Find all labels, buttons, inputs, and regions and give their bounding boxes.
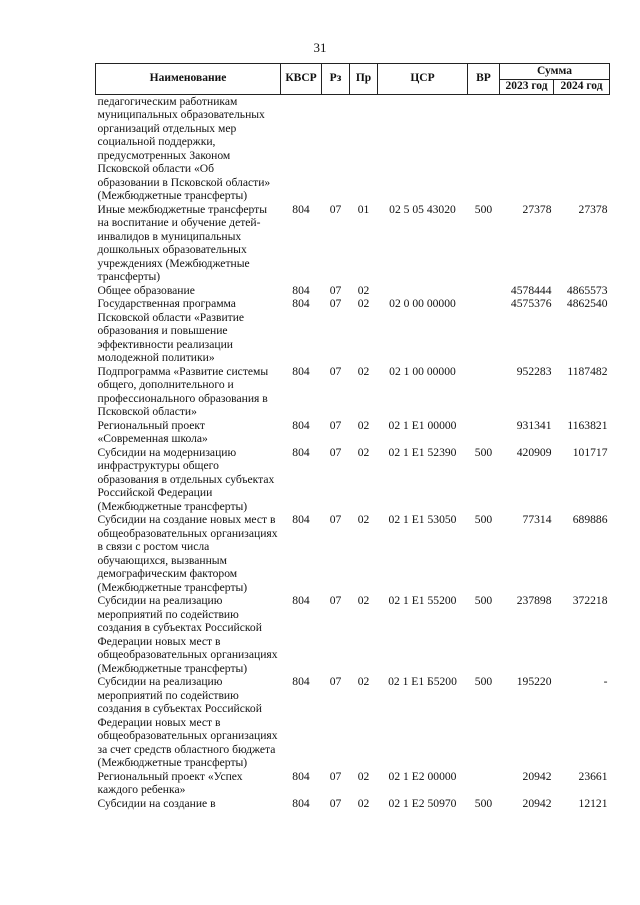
table-row — [96, 203, 610, 284]
cell-csr: 02 1 E1 00000 — [388, 418, 457, 432]
cell-kvsr: 804 — [292, 297, 310, 310]
cell-2023 — [500, 94, 554, 203]
cell-rz: 07 — [329, 675, 342, 688]
cell-2023: 237898 — [516, 594, 552, 607]
cell-rz: 07 — [329, 513, 342, 526]
header-csr: ЦСР — [378, 64, 468, 95]
cell-csr — [378, 284, 468, 298]
cell-name: Региональный проект «Успех каждого ребенка» — [97, 769, 243, 796]
cell-2024: 4865573 — [566, 283, 608, 297]
cell-csr: 02 1 00 00000 — [389, 364, 456, 378]
page-number: 31 — [313, 40, 327, 55]
cell-kvsr: 804 — [292, 445, 310, 459]
budget-table — [95, 63, 610, 810]
cell-csr: 02 1 E1 52390 — [388, 445, 457, 459]
cell-2023: 27378 — [522, 202, 552, 216]
cell-rz: 07 — [329, 364, 342, 378]
cell-2023: 420909 — [516, 445, 552, 459]
cell-pr: 01 — [357, 202, 370, 216]
cell-kvsr: 804 — [292, 513, 310, 526]
header-vr: ВР — [468, 64, 500, 95]
cell-2024: 1163821 — [567, 418, 608, 432]
cell-vr — [468, 94, 500, 203]
cell-rz: 07 — [329, 202, 342, 216]
cell-kvsr: 804 — [292, 594, 310, 607]
table-row — [96, 446, 610, 514]
header-sum: Сумма — [500, 64, 610, 80]
table-header-row — [96, 64, 610, 80]
table-row — [96, 770, 610, 797]
cell-csr: 02 1 E1 53050 — [388, 513, 457, 526]
header-name: Наименование — [96, 64, 281, 95]
cell-vr: 500 — [474, 202, 493, 216]
cell-name: Субсидии на создание новых мест в общеобразовательных организациях в связи с ростом числа обучающихся, вызванным демографическим фактором (Межбюджетные трансферты) — [97, 513, 278, 594]
cell-name: педагогическим работникам муниципальных образовательных организаций отдельных мер социальной поддержки, предусмотренных Законом Псковской области «Об образовании в Псковской области» (Межбюджетные трансферты) — [97, 94, 271, 202]
cell-pr: 02 — [357, 445, 370, 459]
cell-pr: 02 — [357, 594, 370, 607]
cell-csr: 02 1 E1 Б5200 — [388, 675, 457, 688]
cell-name: Общее образование — [97, 283, 195, 297]
cell-vr — [468, 284, 500, 298]
table-row — [96, 297, 610, 365]
table-row — [96, 594, 610, 675]
cell-pr: 02 — [357, 364, 370, 378]
cell-csr: 02 1 E1 55200 — [388, 594, 457, 607]
cell-pr: 02 — [357, 418, 370, 432]
cell-kvsr: 804 — [292, 796, 310, 810]
cell-kvsr — [281, 94, 322, 203]
cell-2024: 101717 — [572, 445, 608, 459]
cell-kvsr: 804 — [292, 202, 310, 216]
cell-name: Подпрограмма «Развитие системы общего, дополнительного и профессионального образования в Псковской области» — [97, 364, 269, 418]
cell-2024: 4862540 — [566, 297, 608, 310]
cell-2023: 931341 — [516, 418, 552, 432]
cell-rz: 07 — [329, 594, 342, 607]
cell-pr: 02 — [357, 283, 370, 297]
cell-name: Субсидии на создание в — [97, 796, 216, 810]
cell-2023: 20942 — [522, 796, 552, 810]
cell-2023: 4578444 — [510, 283, 552, 297]
cell-name: Субсидии на реализацию мероприятий по содействию создания в субъектах Российской Федерации новых мест в общеобразовательных организациях за счет средств областного бюджета (Межбюджетные трансферты) — [97, 675, 278, 769]
cell-rz: 07 — [329, 297, 342, 310]
cell-pr: 02 — [357, 675, 370, 688]
cell-rz: 07 — [329, 418, 342, 432]
header-2023: 2023 год — [500, 80, 554, 95]
cell-2023: 195220 — [516, 675, 552, 688]
cell-pr — [350, 94, 378, 203]
cell-rz: 07 — [329, 769, 342, 783]
cell-pr: 02 — [357, 769, 370, 783]
cell-2023: 77314 — [522, 513, 552, 526]
cell-vr — [468, 297, 500, 365]
table-row — [96, 365, 610, 419]
cell-csr: 02 0 00 00000 — [389, 297, 456, 310]
cell-vr — [468, 770, 500, 797]
table-row — [96, 513, 610, 594]
cell-2024: 1187482 — [567, 364, 608, 378]
cell-vr: 500 — [474, 445, 493, 459]
table-row — [96, 675, 610, 770]
cell-csr: 02 5 05 43020 — [389, 202, 456, 216]
cell-vr: 500 — [474, 513, 493, 526]
cell-csr — [378, 94, 468, 203]
cell-csr: 02 1 E2 00000 — [388, 769, 457, 783]
cell-vr: 500 — [474, 796, 493, 810]
cell-csr: 02 1 E2 50970 — [388, 796, 457, 810]
cell-name: Региональный проект «Современная школа» — [97, 418, 208, 445]
cell-pr: 02 — [357, 796, 370, 810]
cell-2024: - — [603, 675, 608, 688]
cell-rz: 07 — [329, 796, 342, 810]
header-rz: Рз — [322, 64, 350, 95]
table-row — [96, 797, 610, 811]
cell-pr: 02 — [357, 297, 370, 310]
table-row — [96, 284, 610, 298]
cell-rz: 07 — [329, 283, 342, 297]
header-pr: Пр — [350, 64, 378, 95]
header-kvsr: КВСР — [281, 64, 322, 95]
cell-rz — [322, 94, 350, 203]
cell-vr: 500 — [474, 675, 493, 688]
cell-kvsr: 804 — [292, 364, 310, 378]
cell-name: Субсидии на реализацию мероприятий по содействию создания в субъектах Российской Федерации новых мест в общеобразовательных организациях (Межбюджетные трансферты) — [97, 594, 278, 675]
cell-vr — [468, 365, 500, 419]
cell-kvsr: 804 — [292, 675, 310, 688]
cell-kvsr: 804 — [292, 769, 310, 783]
table-row — [96, 94, 610, 203]
cell-kvsr: 804 — [292, 283, 310, 297]
cell-name: Субсидии на модернизацию инфраструктуры общего образования в отдельных субъектах Российской Федерации (Межбюджетные трансферты) — [97, 445, 275, 513]
cell-2023: 952283 — [516, 364, 552, 378]
cell-vr: 500 — [474, 594, 493, 607]
cell-kvsr: 804 — [292, 418, 310, 432]
cell-2024: 689886 — [572, 513, 608, 526]
cell-name: Государственная программа Псковской области «Развитие образования и повышение эффективности реализации молодежной политики» — [97, 297, 245, 364]
cell-2024 — [554, 94, 610, 203]
cell-2024: 372218 — [572, 594, 608, 607]
cell-2023: 20942 — [522, 769, 552, 783]
cell-vr — [468, 419, 500, 446]
cell-name: Иные межбюджетные трансферты на воспитание и обучение детей-инвалидов в муниципальных дошкольных образовательных учреждениях (Межбюджетные трансферты) — [97, 202, 268, 283]
cell-2024: 23661 — [578, 769, 608, 783]
cell-2023: 4575376 — [510, 297, 552, 310]
cell-rz: 07 — [329, 445, 342, 459]
header-2024: 2024 год — [554, 80, 610, 95]
cell-2024: 12121 — [578, 796, 608, 810]
table-row — [96, 419, 610, 446]
cell-2024: 27378 — [578, 202, 608, 216]
cell-pr: 02 — [357, 513, 370, 526]
